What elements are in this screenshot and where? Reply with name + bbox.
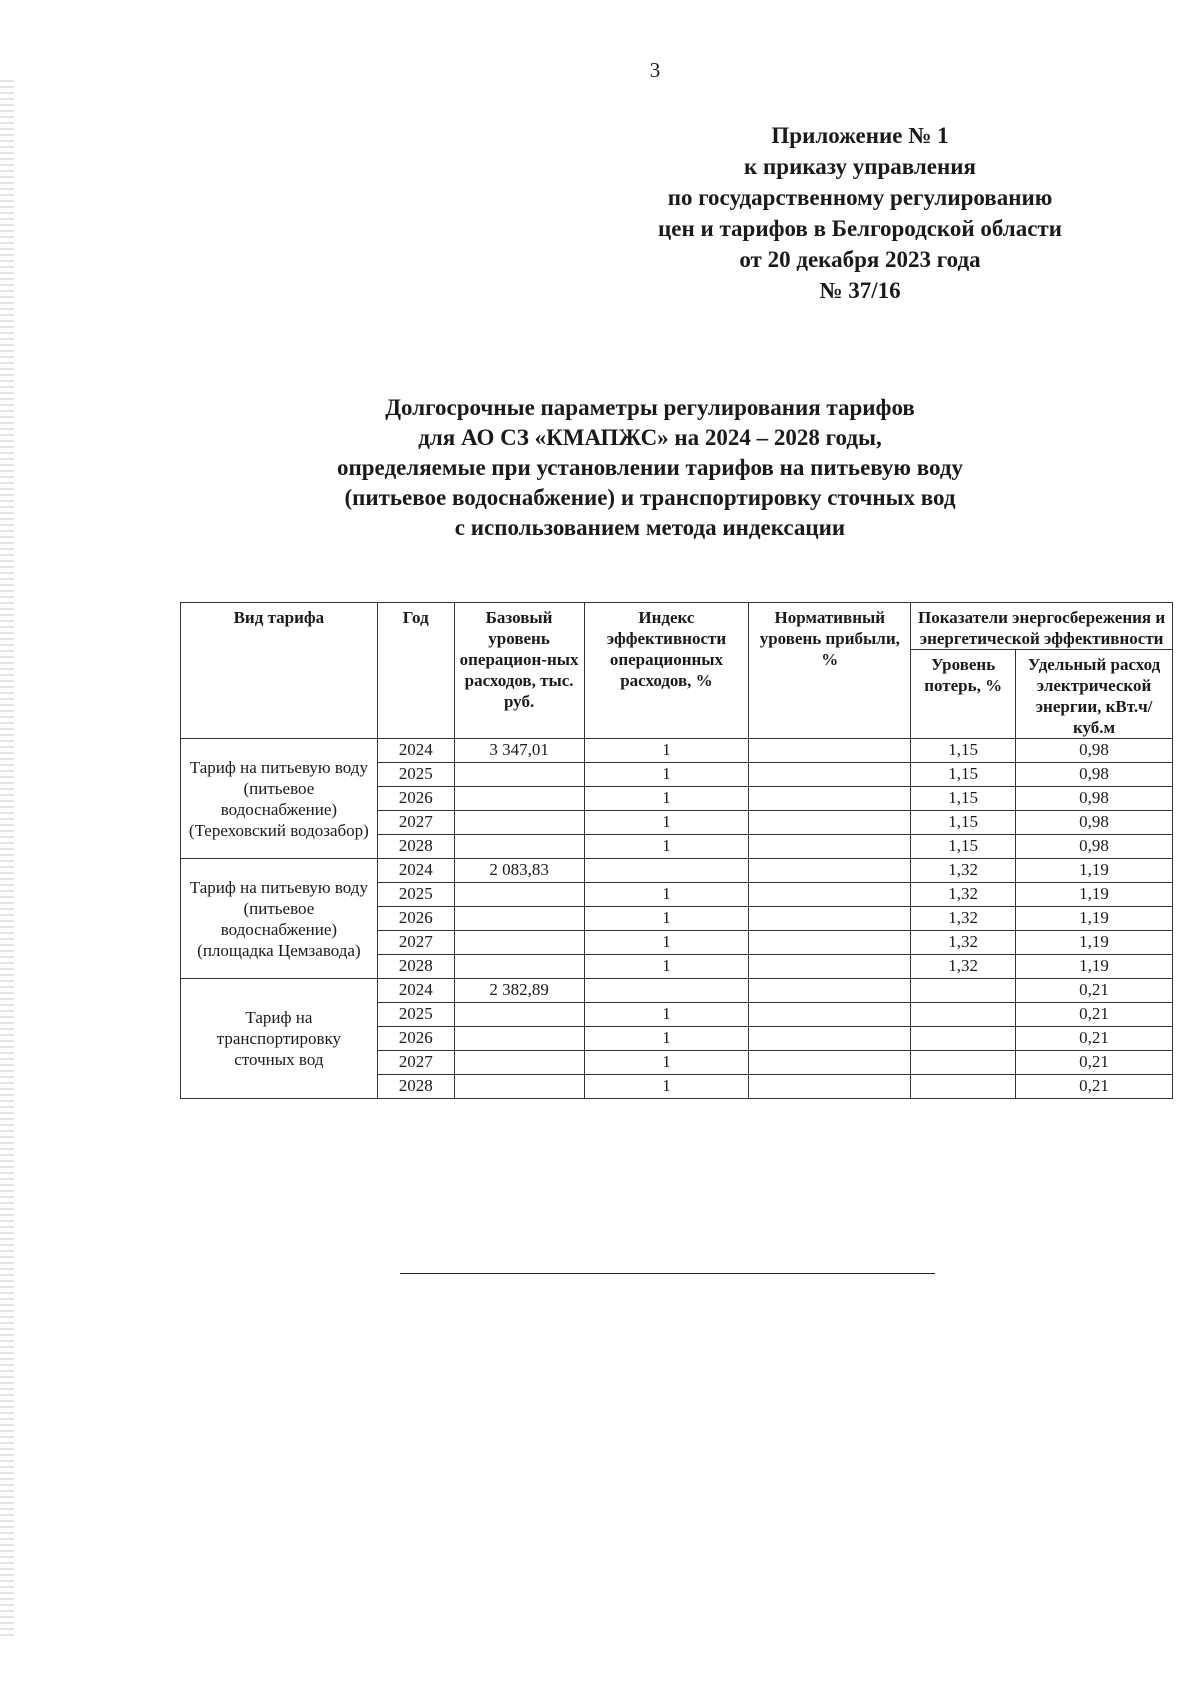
cell-losses: 1,32 <box>911 955 1016 979</box>
cell-index: 1 <box>584 955 749 979</box>
cell-index <box>584 859 749 883</box>
cell-base: 2 083,83 <box>454 859 584 883</box>
cell-electricity: 0,98 <box>1016 763 1173 787</box>
cell-year: 2024 <box>377 739 454 763</box>
cell-profit <box>749 883 911 907</box>
cell-electricity: 1,19 <box>1016 907 1173 931</box>
cell-base <box>454 811 584 835</box>
cell-losses: 1,15 <box>911 763 1016 787</box>
cell-losses: 1,15 <box>911 739 1016 763</box>
cell-profit <box>749 907 911 931</box>
cell-index: 1 <box>584 1003 749 1027</box>
cell-profit <box>749 835 911 859</box>
document-title <box>200 393 1100 543</box>
header-losses: Уровень потерь, % <box>911 650 1016 739</box>
cell-index: 1 <box>584 907 749 931</box>
cell-year: 2025 <box>377 883 454 907</box>
cell-base <box>454 1051 584 1075</box>
cell-year: 2026 <box>377 1027 454 1051</box>
cell-index: 1 <box>584 931 749 955</box>
cell-base <box>454 1003 584 1027</box>
cell-losses <box>911 1051 1016 1075</box>
table-row <box>181 859 1173 883</box>
scan-edge-artifact <box>0 80 14 1640</box>
cell-profit <box>749 1075 911 1099</box>
title-line: с использованием метода индексации <box>454 515 846 540</box>
cell-losses: 1,15 <box>911 811 1016 835</box>
cell-electricity: 0,21 <box>1016 1027 1173 1051</box>
header-profit-level: Нормативный уровень прибыли, % <box>749 603 911 739</box>
page-number: 3 <box>649 58 661 82</box>
cell-index: 1 <box>584 1051 749 1075</box>
cell-electricity: 1,19 <box>1016 955 1173 979</box>
cell-losses: 1,32 <box>911 907 1016 931</box>
cell-losses: 1,15 <box>911 787 1016 811</box>
tariff-parameters-table <box>180 602 1173 1099</box>
title-line: (питьевое водоснабжение) и транспортировку сточных вод <box>344 485 956 510</box>
cell-index: 1 <box>584 1075 749 1099</box>
appendix-line: к приказу управления <box>744 154 976 179</box>
cell-profit <box>749 763 911 787</box>
cell-electricity: 0,98 <box>1016 787 1173 811</box>
cell-index <box>584 979 749 1003</box>
cell-base: 2 382,89 <box>454 979 584 1003</box>
cell-electricity: 0,98 <box>1016 739 1173 763</box>
cell-electricity: 0,21 <box>1016 1051 1173 1075</box>
cell-profit <box>749 955 911 979</box>
appendix-line: по государственному регулированию <box>667 185 1053 210</box>
appendix-line: цен и тарифов в Белгородской области <box>658 216 1062 241</box>
cell-electricity: 1,19 <box>1016 931 1173 955</box>
cell-index: 1 <box>584 835 749 859</box>
cell-electricity: 0,21 <box>1016 1003 1173 1027</box>
cell-base <box>454 1075 584 1099</box>
table-row <box>181 739 1173 763</box>
cell-year: 2024 <box>377 859 454 883</box>
table-header <box>181 603 1173 739</box>
cell-losses <box>911 1003 1016 1027</box>
cell-year: 2028 <box>377 1075 454 1099</box>
cell-base <box>454 763 584 787</box>
tariff-type-cell: Тариф на транспортировку сточных вод <box>181 979 378 1099</box>
header-year: Год <box>377 603 454 739</box>
cell-base <box>454 931 584 955</box>
cell-profit <box>749 1051 911 1075</box>
cell-profit <box>749 859 911 883</box>
header-energy-indicators: Показатели энергосбережения и энергетической эффективности <box>911 603 1173 650</box>
cell-electricity: 0,21 <box>1016 979 1173 1003</box>
cell-profit <box>749 1027 911 1051</box>
cell-base <box>454 955 584 979</box>
cell-profit <box>749 787 911 811</box>
cell-base <box>454 907 584 931</box>
cell-electricity: 1,19 <box>1016 883 1173 907</box>
table-body <box>181 739 1173 1099</box>
header-base-opex: Базовый уровень операцион-ных расходов, тыс. руб. <box>454 603 584 739</box>
tariff-type-cell: Тариф на питьевую воду (питьевое водоснабжение) (площадка Цемзавода) <box>181 859 378 979</box>
cell-losses <box>911 979 1016 1003</box>
tariff-type-cell: Тариф на питьевую воду (питьевое водоснабжение) (Тереховский водозабор) <box>181 739 378 859</box>
appendix-line: Приложение № 1 <box>771 123 949 148</box>
appendix-line: № 37/16 <box>819 278 901 303</box>
cell-profit <box>749 811 911 835</box>
cell-profit <box>749 931 911 955</box>
cell-year: 2025 <box>377 763 454 787</box>
cell-index: 1 <box>584 739 749 763</box>
cell-year: 2028 <box>377 955 454 979</box>
closing-rule <box>400 1273 935 1274</box>
cell-base: 3 347,01 <box>454 739 584 763</box>
cell-index: 1 <box>584 787 749 811</box>
cell-year: 2025 <box>377 1003 454 1027</box>
cell-year: 2026 <box>377 907 454 931</box>
cell-base <box>454 835 584 859</box>
table-row <box>181 979 1173 1003</box>
cell-electricity: 0,98 <box>1016 811 1173 835</box>
title-line: для АО СЗ «КМАПЖС» на 2024 – 2028 годы, <box>418 425 882 450</box>
cell-index: 1 <box>584 883 749 907</box>
header-specific-electricity: Удельный расход электрической энергии, кВт.ч/куб.м <box>1016 650 1173 739</box>
cell-year: 2027 <box>377 811 454 835</box>
appendix-line: от 20 декабря 2023 года <box>739 247 981 272</box>
cell-profit <box>749 1003 911 1027</box>
title-line: Долгосрочные параметры регулирования тарифов <box>385 395 915 420</box>
cell-electricity: 1,19 <box>1016 859 1173 883</box>
cell-profit <box>749 739 911 763</box>
cell-year: 2026 <box>377 787 454 811</box>
cell-year: 2027 <box>377 931 454 955</box>
cell-losses <box>911 1075 1016 1099</box>
cell-index: 1 <box>584 763 749 787</box>
header-tariff-type: Вид тарифа <box>181 603 378 739</box>
cell-losses: 1,32 <box>911 859 1016 883</box>
cell-losses: 1,15 <box>911 835 1016 859</box>
cell-electricity: 0,98 <box>1016 835 1173 859</box>
cell-base <box>454 1027 584 1051</box>
appendix-block <box>600 120 1120 306</box>
cell-year: 2027 <box>377 1051 454 1075</box>
title-line: определяемые при установлении тарифов на питьевую воду <box>337 455 963 480</box>
cell-profit <box>749 979 911 1003</box>
cell-base <box>454 883 584 907</box>
cell-year: 2024 <box>377 979 454 1003</box>
cell-index: 1 <box>584 1027 749 1051</box>
cell-losses: 1,32 <box>911 883 1016 907</box>
cell-base <box>454 787 584 811</box>
cell-year: 2028 <box>377 835 454 859</box>
cell-index: 1 <box>584 811 749 835</box>
header-efficiency-index: Индекс эффективности операционных расходов, % <box>584 603 749 739</box>
cell-electricity: 0,21 <box>1016 1075 1173 1099</box>
cell-losses: 1,32 <box>911 931 1016 955</box>
cell-losses <box>911 1027 1016 1051</box>
